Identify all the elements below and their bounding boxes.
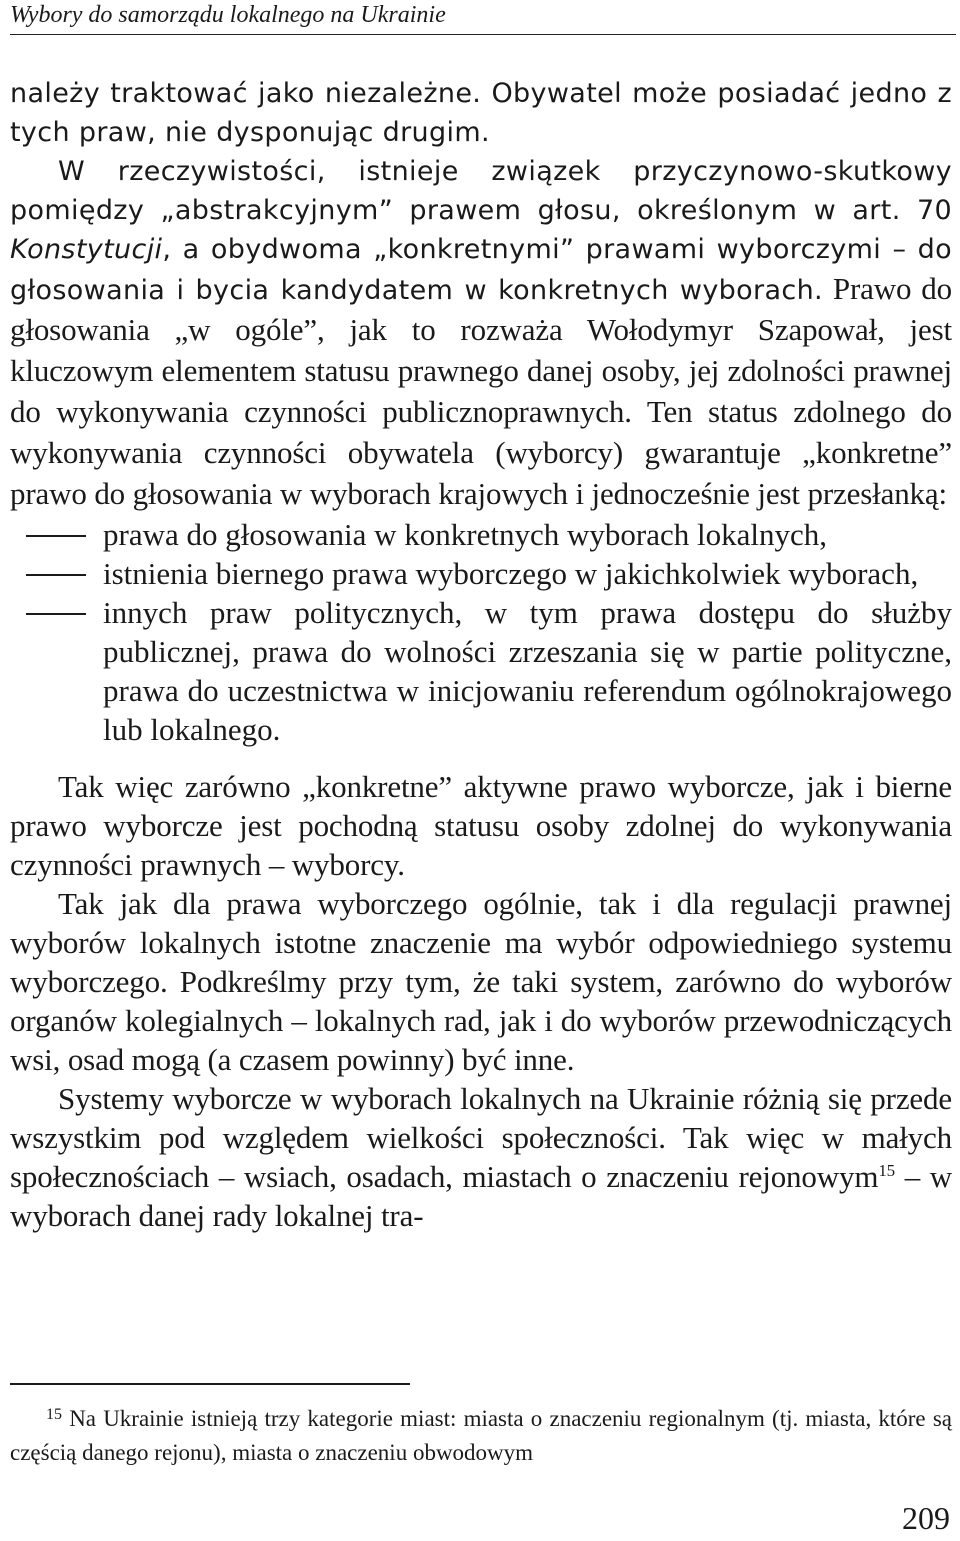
paragraph-5-text-a: Systemy wyborcze w wyborach lokalnych na Ukrainie różnią się przede wszystkim pod względem wielkości społeczności. Tak więc w małych społecznościach – wsiach, osadach, miastach o znaczeniu rejonowym: [10, 1081, 952, 1194]
paragraph-5-text-b: – w wyborach danej rady lokalnej tra-: [10, 1159, 952, 1233]
paragraph-3: Tak więc zarówno „konkretne” aktywne prawo wyborcze, jak i bierne prawo wyborcze jest pochodną statusu osoby zdolnej do wykonywania czynności prawnych – wyborcy.: [10, 769, 952, 882]
footnote-text: Na Ukrainie istnieją trzy kategorie miast: miasta o znaczeniu regionalnym (tj. miasta, które są częścią danego rejonu), miasta o znaczeniu obwodowym: [10, 1406, 952, 1465]
list-item: [10, 554, 952, 593]
header-title: Wybory do samorządu lokalnego na Ukrainie: [10, 2, 446, 28]
running-header: [10, 0, 956, 35]
footnote-reference[interactable]: 15: [878, 1161, 896, 1180]
list-item-text: prawa do głosowania w konkretnych wyborach lokalnych,: [103, 517, 827, 552]
list-item-text: istnienia biernego prawa wyborczego w jakichkolwiek wyborach,: [103, 556, 919, 591]
list-item-text: innych praw politycznych, w tym prawa dostępu do służby publicznej, prawa do wolności zrzeszania się w partie polityczne, prawa do uczestnictwa w inicjowaniu referendum ogólnokrajowego lub lokalnego.: [103, 595, 952, 747]
page-number: 209: [902, 1500, 950, 1536]
paragraph-2-text-b: , a obydwoma „konkretnymi” prawami wyborczymi – do głosowania i bycia kandydatem w konkretnych wyborach.: [10, 234, 952, 306]
paragraph-4: Tak jak dla prawa wyborczego ogólnie, tak i dla regulacji prawnej wyborów lokalnych istotne znaczenie ma wybór odpowiedniego systemu wyborczego. Podkreślmy przy tym, że taki system, zarówno do wyborów organów kolegialnych – lokalnych rad, jak i do wyborów przewodniczących wsi, osad mogą (a czasem powinny) być inne.: [10, 886, 952, 1077]
dash-bullet-icon: [26, 574, 86, 576]
paragraph-2: [10, 152, 952, 515]
footnote-separator: [10, 1383, 410, 1385]
paragraph-5: [10, 1079, 952, 1235]
dash-bullet-icon: [26, 535, 86, 537]
page-content: [10, 74, 952, 1235]
footnote-number: 15: [46, 1406, 62, 1423]
list-item: [10, 593, 952, 749]
paragraph-2-text-a: W rzeczywistości, istnieje związek przyczynowo-skutkowy pomiędzy „abstrakcyjnym” prawem głosu, określonym w art. 70: [10, 156, 952, 226]
dash-bullet-icon: [26, 613, 86, 615]
paragraph-2-text-c: Prawo do głosowania „w ogóle”, jak to rozważa Wołodymyr Szapował, jest kluczowym elementem statusu prawnego danej osoby, jej zdolności prawnej do wykonywania czynności publicznoprawnych. Ten status zdolnego do wykonywania czynności obywatela (wyborcy) gwarantuje „konkretne” prawo do głosowania w wyborach krajowych i jednocześnie jest przesłanką:: [10, 271, 952, 511]
bullet-list: [10, 515, 952, 749]
footnote: [10, 1402, 952, 1470]
paragraph-1: należy traktować jako niezależne. Obywatel może posiadać jedno z tych praw, nie dysponując drugim.: [10, 78, 952, 148]
list-item: [10, 515, 952, 554]
paragraph-spacer: [10, 749, 952, 767]
paragraph-2-italic: Konstytucji: [10, 234, 163, 265]
